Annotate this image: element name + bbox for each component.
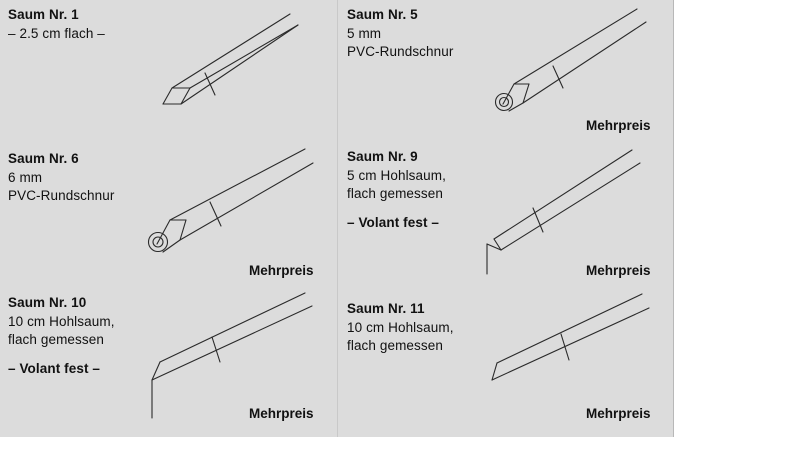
cell-saum-6-line-2: PVC-Rundschnur	[8, 188, 115, 204]
cell-saum-6-title: Saum Nr. 6	[8, 151, 79, 166]
cell-saum-10	[0, 288, 337, 437]
hem-illustration-saum-1	[0, 0, 337, 144]
cell-saum-9-line-3: – Volant fest –	[347, 214, 440, 230]
cell-saum-5-line-1: 5 mm	[347, 25, 382, 41]
cell-saum-6-price: Mehrpreis	[249, 263, 314, 278]
cell-saum-10-price: Mehrpreis	[249, 406, 314, 421]
cell-saum-6	[0, 144, 337, 288]
hem-illustration-saum-9	[337, 144, 673, 288]
cell-saum-1	[0, 0, 337, 144]
cell-saum-11-title: Saum Nr. 11	[347, 301, 425, 316]
cell-saum-11-line-2: flach gemessen	[347, 338, 443, 354]
cell-saum-11	[337, 288, 673, 437]
cell-saum-1-title: Saum Nr. 1	[8, 7, 79, 22]
cell-saum-11-line-1: 10 cm Hohlsaum,	[347, 319, 454, 335]
cell-saum-9-line-2: flach gemessen	[347, 186, 443, 202]
cell-saum-10-line-2: flach gemessen	[8, 332, 104, 348]
cell-saum-5-title: Saum Nr. 5	[347, 7, 418, 22]
cell-saum-9-line-1: 5 cm Hohlsaum,	[347, 167, 446, 183]
hem-illustration-saum-6	[0, 144, 337, 288]
cell-saum-1-line-1: – 2.5 cm flach –	[8, 25, 105, 41]
cell-saum-6-line-1: 6 mm	[8, 169, 43, 185]
cell-saum-9-price: Mehrpreis	[586, 263, 651, 278]
cell-saum-10-line-3: – Volant fest –	[8, 360, 101, 376]
cell-saum-9-title: Saum Nr. 9	[347, 149, 418, 164]
cell-saum-5-line-2: PVC-Rundschnur	[347, 44, 454, 60]
cell-saum-5	[337, 0, 673, 144]
hem-illustration-saum-5	[337, 0, 673, 144]
hem-illustration-saum-10	[0, 288, 337, 437]
hem-illustration-saum-11	[337, 288, 673, 437]
sheet-right-edge	[673, 0, 674, 437]
cell-saum-10-title: Saum Nr. 10	[8, 295, 87, 310]
cell-saum-5-price: Mehrpreis	[586, 118, 651, 133]
cell-saum-9	[337, 144, 673, 288]
cell-saum-10-line-1: 10 cm Hohlsaum,	[8, 313, 115, 329]
cell-saum-11-price: Mehrpreis	[586, 406, 651, 421]
